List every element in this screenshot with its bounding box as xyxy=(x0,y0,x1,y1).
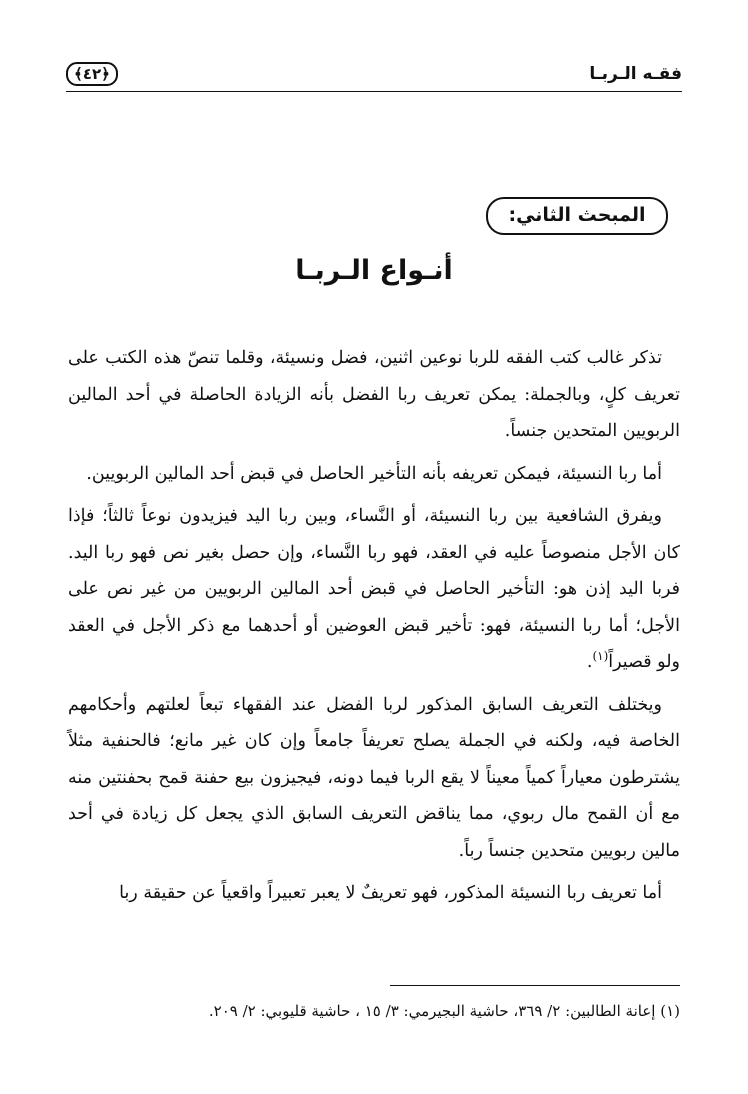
footnote-reference[interactable]: (١) xyxy=(592,649,609,664)
section-label: المبحث الثاني: xyxy=(486,197,668,235)
paragraph-2: أما ربا النسيئة، فيمكن تعريفه بأنه التأخير الحاصل في قبض أحد المالين الربويين. xyxy=(86,463,662,484)
paragraph-3-end: . xyxy=(586,652,593,672)
paragraph-3-text: ويفرق الشافعية بين ربا النسيئة، أو النَّساء، وبين ربا اليد فيزيدون نوعاً ثالثاً؛ فإذا كان الأجل منصوصاً عليه في العقد، فهو ربا النَّساء، وإن حصل بغير نص فهو ربا اليد. فربا اليد إذن هو: التأخير الحاصل في قبض أحد المالين الربويين من غير نص على الأجل؛ أما ربا النسيئة، فهو: تأخير قبض العوضين أو أحدهما مع ذكر الأجل في العقد ولو قصيراً xyxy=(68,506,680,672)
page-number: ﴿٤٢﴾ xyxy=(66,62,118,86)
header-rule xyxy=(66,91,682,92)
body-text xyxy=(68,340,680,918)
paragraph-5: أما تعريف ربا النسيئة المذكور، فهو تعريفٌ لا يعبر تعبيراً واقعياً عن حقيقة ربا xyxy=(119,883,662,903)
footnote: (١) إعانة الطالبين: ٢/ ٣٦٩، حاشية البجيرمي: ٣/ ١٥ ، حاشية قليوبي: ٢/ ٢٠٩. xyxy=(208,1002,680,1020)
paragraph-1: تذكر غالب كتب الفقه للربا نوعين اثنين، فضل ونسيئة، وقلما تنصّ هذه الكتب على تعريف كلٍ، وبالجملة: يمكن تعريف ربا الفضل بأنه الزيادة الحاصلة في أحد المالين الربويين المتحدين جنساً. xyxy=(68,348,680,441)
running-title: فقـه الـربـا xyxy=(589,64,682,84)
paragraph-4: ويختلف التعريف السابق المذكور لربا الفضل عند الفقهاء تبعاً لعلتهم وأحكامهم الخاصة فيه، ولكنه في الجملة يصلح تعريفاً جامعاً وإن كان غير مانع؛ فالحنفية مثلاً يشترطون معياراً كمياً معيناً لا يقع الربا فيما دونه، فيجيزون بيع حفنة قمح بحفنتين منه مع أن القمح مال ربوي، مما يناقض التعريف السابق الذي يجعل كل زيادة في أحد مالين ربويين متحدين جنساً رباً. xyxy=(68,694,680,861)
paragraph-3 xyxy=(68,498,680,681)
section-title: أنـواع الـربـا xyxy=(295,255,453,286)
footnote-rule xyxy=(390,985,680,986)
running-header xyxy=(66,62,682,90)
